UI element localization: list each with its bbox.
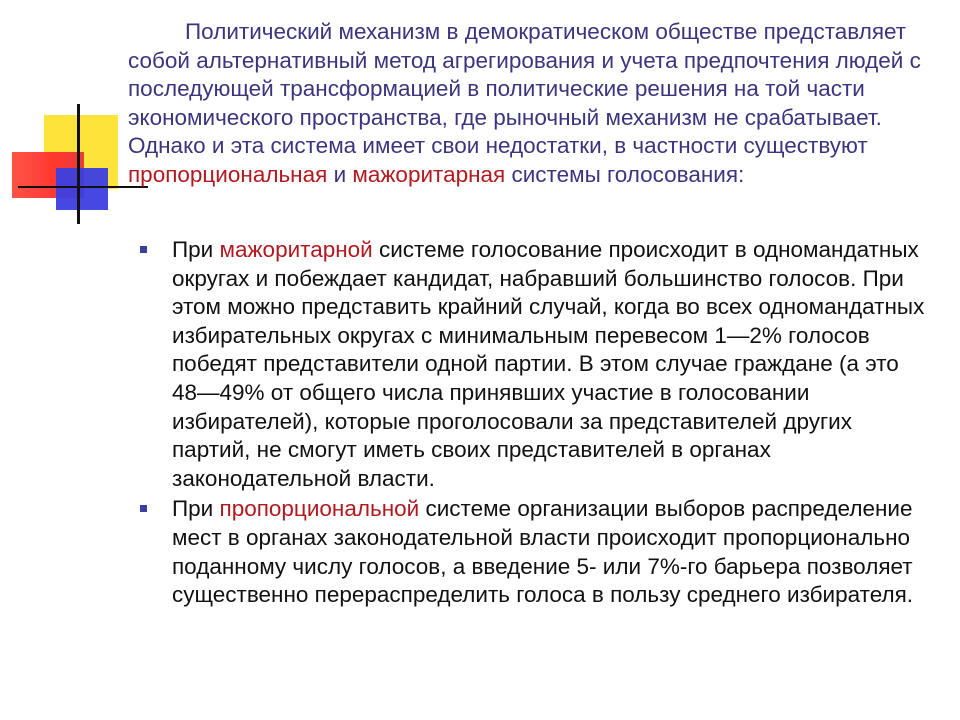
bullet-item-proportional	[140, 495, 930, 609]
square-bullet-icon	[140, 246, 147, 253]
bullet-prefix: При	[172, 496, 220, 522]
bullet-highlight: мажоритарной	[219, 237, 373, 262]
intro-paragraph	[128, 18, 928, 189]
square-bullet-icon	[140, 505, 147, 512]
bullet-text: системе голосование происходит в одномандатных округах и побеждает кандидат, набравший большинство голосов. При этом можно представить крайний случай, когда во всех одномандатных избирательных округах с минимальным перевесом 1—2% голосов победят представители одной партии. В этом случае граждане (а это 48—49% от общего числа принявших участие в голосовании избирателей), которые проголосовали за представителей других партий, не смогут иметь своих представителей в органах законодательной власти.	[172, 237, 925, 491]
intro-text-after: системы голосования:	[505, 161, 745, 187]
intro-highlight-majoritarian: мажоритарная	[352, 161, 506, 187]
bullet-item-majoritarian	[140, 236, 930, 493]
intro-text-between: и	[327, 161, 353, 187]
bullet-text: системе организации выборов распределение мест в органах законодательной власти происходит пропорционально поданному числу голосов, а введение 5- или 7%-го барьера позволяет существенно перераспределить голоса в пользу среднего избирателя.	[172, 496, 914, 608]
intro-text-before: Политический механизм в демократическом обществе представляет собой альтернативный метод агрегирования и учета предпочтения людей с последующей трансформацией в политические решения на той части экономического пространства, где рыночный механизм не срабатывает. Однако и эта система имеет свои недостатки, в частности существуют	[128, 19, 921, 158]
bullet-list	[140, 236, 930, 612]
intro-highlight-proportional: пропорциональная	[128, 161, 328, 187]
bullet-highlight: пропорциональной	[219, 496, 420, 522]
bullet-prefix: При	[172, 237, 220, 262]
vertical-line	[77, 104, 80, 224]
blue-square	[56, 168, 108, 210]
